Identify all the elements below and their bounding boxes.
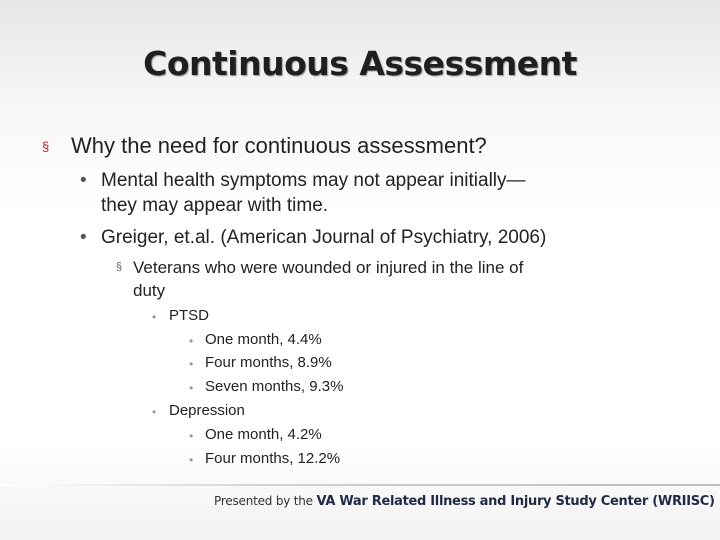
bullet-greiger: Greiger, et.al. (American Journal of Psychiatry, 2006) xyxy=(101,227,547,248)
bullet-depression-four-months: Four months, 12.2% xyxy=(205,450,341,467)
slide-title: Continuous Assessment xyxy=(143,44,577,83)
dot-bullet-icon: • xyxy=(189,334,194,348)
bullet-why-need: Why the need for continuous assessment? xyxy=(71,133,487,158)
bullet-ptsd-one-month: One month, 4.4% xyxy=(205,331,322,348)
bullet-depression-one-month: One month, 4.2% xyxy=(205,426,322,443)
footer-prefix: Presented by the xyxy=(214,494,317,508)
square-bullet-icon: § xyxy=(116,261,123,273)
bullet-depression: Depression xyxy=(169,402,245,419)
dot-bullet-icon: • xyxy=(189,453,194,467)
dot-bullet-icon: • xyxy=(189,429,194,443)
dot-bullet-icon: • xyxy=(189,381,194,395)
dot-bullet-icon: • xyxy=(189,357,194,371)
footer-banner xyxy=(214,494,715,509)
square-bullet-icon: § xyxy=(42,139,50,154)
bullet-veterans-line2: duty xyxy=(133,281,166,300)
dot-bullet-icon: • xyxy=(80,170,87,191)
bullet-ptsd-seven-months: Seven months, 9.3% xyxy=(205,378,344,395)
footer-organization: VA War Related Illness and Injury Study Center (WRIISC) xyxy=(316,494,715,509)
dot-bullet-icon: • xyxy=(152,405,157,419)
bullet-mental-health-line2: they may appear with time. xyxy=(101,195,329,216)
bullet-veterans-line1: Veterans who were wounded or injured in the line of xyxy=(133,258,524,277)
bullet-mental-health-line1: Mental health symptoms may not appear initially— xyxy=(101,170,526,191)
dot-bullet-icon: • xyxy=(80,227,87,248)
bullet-ptsd-four-months: Four months, 8.9% xyxy=(205,354,332,371)
bullet-ptsd: PTSD xyxy=(169,307,210,324)
dot-bullet-icon: • xyxy=(152,310,157,324)
footer-divider xyxy=(0,484,720,486)
